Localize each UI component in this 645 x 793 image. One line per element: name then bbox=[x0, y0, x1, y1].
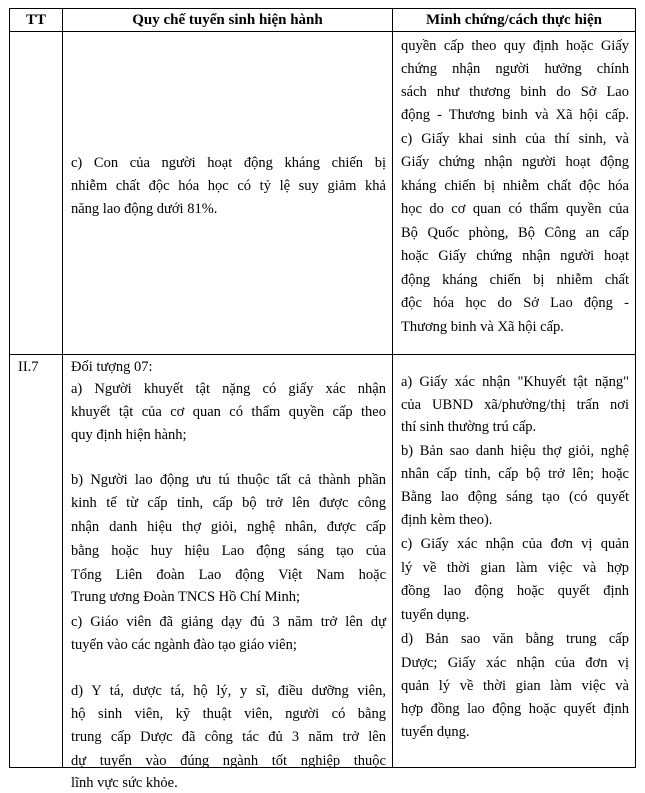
row2-minh-chung-text bbox=[393, 355, 635, 767]
text-line: Dược; Giấy xác nhận của đơn vị bbox=[401, 655, 629, 671]
row2-minh-chung-cell bbox=[393, 355, 636, 768]
text-line: quyền cấp theo quy định hoặc Giấy bbox=[401, 38, 629, 54]
text-line: hợp đồng lao động hoặc quyết định bbox=[401, 701, 629, 717]
text-line: của UBND xã/phường/thị trấn nơi bbox=[401, 397, 629, 413]
text-line: dự tuyển vào đúng ngành tốt nghiệp thuộc bbox=[71, 753, 386, 769]
text-line: Bộ Quốc phòng, Bộ Công an cấp bbox=[401, 225, 629, 241]
text-line: c) Giấy khai sinh của thí sinh, và bbox=[401, 131, 629, 147]
text-line: hộ sinh viên, kỹ thuật viên, người có bằng bbox=[71, 706, 386, 722]
text-line: sách như thương binh do Sở Lao bbox=[401, 84, 629, 100]
header-tt: TT bbox=[10, 9, 63, 32]
text-line: c) Giấy xác nhận của đơn vị quản bbox=[401, 536, 629, 552]
text-line: Thương binh và Xã hội cấp. bbox=[401, 319, 564, 335]
text-line: tuyển dụng. bbox=[401, 607, 470, 623]
text-line: quy định hiện hành; bbox=[71, 427, 187, 443]
text-line: kháng chiến bị nhiễm chất độc hóa bbox=[401, 178, 629, 194]
text-line: Đối tượng 07: bbox=[71, 359, 153, 375]
text-line: Bằng lao động sáng tạo (có quyết bbox=[401, 489, 629, 505]
text-line: lĩnh vực sức khỏe. bbox=[71, 775, 178, 791]
row1-quy-che-text bbox=[63, 32, 392, 354]
text-line: d) Y tá, dược tá, hộ lý, y sĩ, điều dưỡng viên, bbox=[71, 683, 386, 699]
text-line: nhiễm chất độc hóa học có tỷ lệ suy giảm khả bbox=[71, 178, 386, 194]
header-row bbox=[10, 9, 636, 32]
text-line: trung cấp Dược đã công tác đủ 3 năm trở lên bbox=[71, 729, 386, 745]
row1-minh-chung-cell bbox=[393, 32, 636, 355]
text-line: kinh tế từ cấp tỉnh, cấp bộ trở lên được công bbox=[71, 495, 386, 511]
text-line: khuyết tật của cơ quan có thẩm quyền cấp theo bbox=[71, 404, 386, 420]
row1-quy-che-cell bbox=[63, 32, 393, 355]
text-line: c) Giáo viên đã giảng dạy đủ 3 năm trở lên dự bbox=[71, 614, 386, 630]
text-line: học do cơ quan có thẩm quyền của bbox=[401, 201, 629, 217]
header-minh-chung: Minh chứng/cách thực hiện bbox=[393, 9, 636, 32]
text-line: c) Con của người hoạt động kháng chiến bị bbox=[71, 155, 386, 171]
text-line: đồng lao động hoặc quyết định bbox=[401, 583, 629, 599]
text-line: a) Giấy xác nhận "Khuyết tật nặng" bbox=[401, 374, 629, 390]
text-line: nhân cấp tỉnh, cấp bộ trở lên; hoặc bbox=[401, 466, 629, 482]
row2-tt: II.7 bbox=[10, 355, 63, 768]
row1-minh-chung-text bbox=[393, 32, 635, 354]
text-line: bằng hoặc huy hiệu Lao động sáng tạo của bbox=[71, 543, 386, 559]
text-line: Tổng Liên đoàn Lao động Việt Nam hoặc bbox=[71, 567, 386, 583]
text-line: d) Bản sao văn bằng trung cấp bbox=[401, 631, 629, 647]
header-quy-che: Quy chế tuyển sinh hiện hành bbox=[63, 9, 393, 32]
text-line: năng lao động dưới 81%. bbox=[71, 201, 218, 217]
text-line: hoặc Giấy chứng nhận người hoạt bbox=[401, 248, 629, 264]
text-line: định kèm theo). bbox=[401, 512, 493, 528]
text-line: a) Người khuyết tật nặng có giấy xác nhận bbox=[71, 381, 386, 397]
text-line: b) Bản sao danh hiệu thợ giỏi, nghệ bbox=[401, 443, 629, 459]
text-line: b) Người lao động ưu tú thuộc tất cả thành phần bbox=[71, 472, 386, 488]
text-line: Giấy chứng nhận người hoạt động bbox=[401, 154, 629, 170]
table-row bbox=[10, 355, 636, 768]
row1-tt bbox=[10, 32, 63, 355]
text-line: Trung ương Đoàn TNCS Hồ Chí Minh; bbox=[71, 589, 301, 605]
text-line: tuyển dụng. bbox=[401, 724, 470, 740]
text-line: động - Thương binh và Xã hội cấp. bbox=[401, 107, 629, 123]
text-line: nhận danh hiệu thợ giỏi, nghệ nhân, được cấp bbox=[71, 519, 386, 535]
text-line: độc hóa học do Sở Lao động - bbox=[401, 295, 629, 311]
text-line: lý về thời gian làm việc và hợp bbox=[401, 560, 629, 576]
text-line: chứng nhận người hưởng chính bbox=[401, 61, 629, 77]
text-line: quản lý về thời gian làm việc và bbox=[401, 678, 629, 694]
table-row bbox=[10, 32, 636, 355]
text-line: động kháng chiến bị nhiễm chất bbox=[401, 272, 629, 288]
text-line: thí sinh thường trú cấp. bbox=[401, 419, 537, 435]
row2-quy-che-cell bbox=[63, 355, 393, 791]
admission-criteria-table bbox=[9, 8, 636, 791]
text-line: tuyển vào các ngành đào tạo giáo viên; bbox=[71, 637, 297, 653]
row2-quy-che-text bbox=[63, 355, 392, 791]
